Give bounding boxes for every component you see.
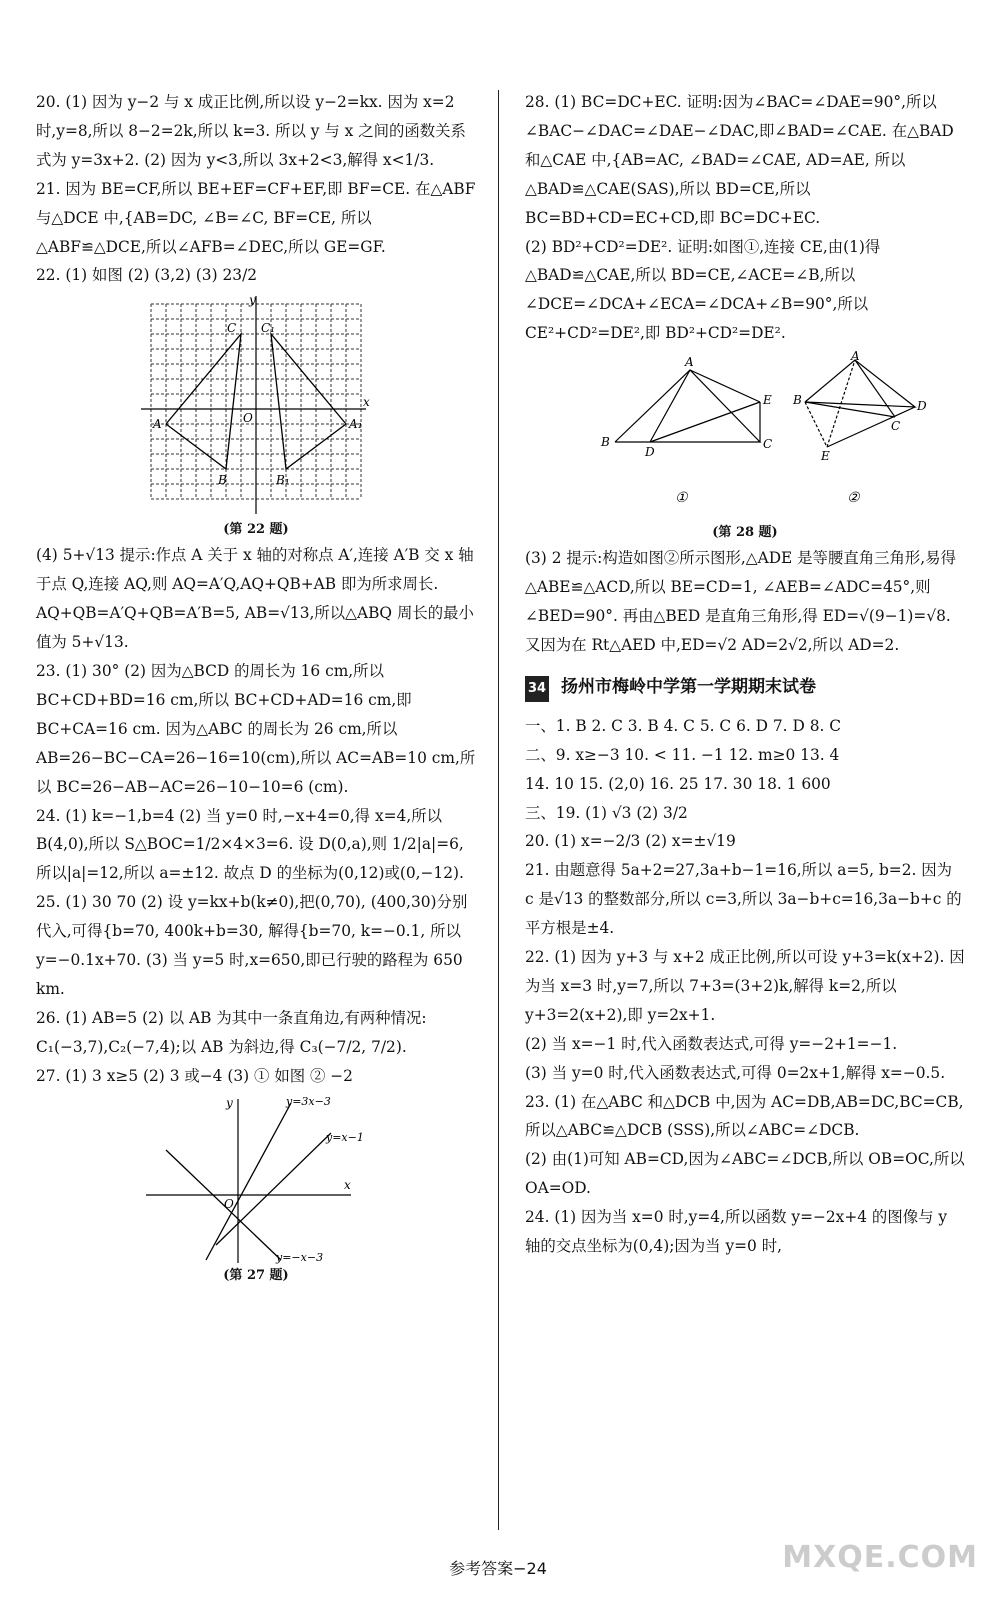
answer-22-part4: (4) 5+√13 提示:作点 A 关于 x 轴的对称点 A′,连接 A′B 交 x 轴于点 Q,连接 AQ,则 AQ=A′Q,AQ+QB+AB 即为所求周长. AQ+QB=A′Q+QB=A′B=5, AB=√13,所以△ABQ 周长的最小值为 5+√13.	[36, 546, 474, 652]
answer-22: 22. (1) 如图 (2) (3,2) (3) 23/2	[36, 266, 258, 285]
svg-text:B: B	[218, 473, 227, 488]
svg-text:x: x	[344, 1177, 351, 1192]
answer-23: 23. (1) 30° (2) 因为△BCD 的周长为 16 cm,所以 BC+CD+BD=16 cm,所以 BC+CD+AD=16 cm,即 BC+CA=16 cm. 因为△ABC 的周长为 26 cm,所以 AB=26−BC−CA=26−16=10(cm),所以 AC=AB=10 cm,所以 BC=26−AB−AC=26−10−10=6 (cm).	[36, 661, 476, 796]
svg-text:x: x	[363, 395, 370, 410]
svg-text:y=x−1: y=x−1	[326, 1130, 364, 1144]
svg-text:B: B	[601, 435, 610, 450]
answer-20b: 20. (1) x=−2/3 (2) x=±√19	[525, 832, 736, 851]
answer-21: 21. 因为 BE=CF,所以 BE+EF=CF+EF,即 BF=CE. 在△ABF 与△DCE 中,{AB=DC, ∠B=∠C, BF=CE, 所以△ABF≌△DCE,所以∠AFB=∠DEC,所以 GE=GF.	[36, 179, 476, 256]
answer-19: 三、19. (1) √3 (2) 3/2	[525, 803, 688, 822]
svg-text:C: C	[227, 321, 237, 336]
figure-28-triangles	[565, 349, 927, 522]
figure-22-caption: (第 22 题)	[223, 522, 289, 538]
svg-text:A: A	[851, 349, 860, 364]
watermark-logo: MXQE.COM	[782, 1540, 978, 1575]
svg-text:C: C	[891, 419, 901, 434]
answer-25: 25. (1) 30 70 (2) 设 y=kx+b(k≠0),把(0,70), (400,30)分别代入,可得{b=70, 400k+b=30, 解得{b=70, k=−0.1, 所以 y=−0.1x+70. (3) 当 y=5 时,x=650,即已行驶的路程为 650 km.	[36, 893, 468, 998]
answer-22b-part2: (2) 当 x=−1 时,代入函数表达式,可得 y=−2+1=−1.	[525, 1034, 898, 1053]
answer-27: 27. (1) 3 x≥5 (2) 3 或−4 (3) ① 如图 ② −2	[36, 1066, 353, 1085]
svg-text:②: ②	[847, 490, 860, 507]
answer-28-part2: (2) BD²+CD²=DE². 证明:如图①,连接 CE,由(1)得△BAD≌△CAE,所以 BD=CE,∠ACE=∠B,所以∠DCE=∠DCA+∠ECA=∠DCA+∠B=90°,所以 CE²+CD²=DE²,即 BD²+CD²=DE².	[525, 237, 881, 343]
fill-in-answers-2: 14. 10 15. (2,0) 16. 25 17. 30 18. 1 600	[525, 774, 831, 793]
svg-text:O: O	[243, 411, 253, 426]
section-title: 扬州市梅岭中学第一学期期末试卷	[561, 676, 817, 697]
answer-24b: 24. (1) 因为当 x=0 时,y=4,所以函数 y=−2x+4 的图像与 y 轴的交点坐标为(0,4);因为当 y=0 时,	[525, 1208, 948, 1256]
answer-22b-part3: (3) 当 y=0 时,代入函数表达式,可得 0=2x+1,解得 x=−0.5.	[525, 1063, 946, 1082]
answer-28: 28. (1) BC=DC+EC. 证明:因为∠BAC=∠DAE=90°,所以∠BAC−∠DAC=∠DAE−∠DAC,即∠BAD=∠CAE. 在△BAD 和△CAE 中,{AB=AC, ∠BAD=∠CAE, AD=AE, 所以△BAD≌△CAE(SAS),所以 BD=CE,所以 BC=BD+CD=EC+CD,即 BC=DC+EC.	[525, 93, 954, 227]
fill-in-answers: 二、9. x≥−3 10. < 11. −1 12. m≥0 13. 4	[525, 745, 840, 764]
section-heading	[525, 674, 965, 702]
svg-text:C₁: C₁	[261, 321, 275, 336]
answer-23b-part2: (2) 由(1)可知 AB=CD,因为∠ABC=∠DCB,所以 OB=OC,所以 OA=OD.	[525, 1150, 965, 1198]
answer-22b: 22. (1) 因为 y+3 与 x+2 成正比例,所以可设 y+3=k(x+2). 因为当 x=3 时,y=7,所以 7+3=(3+2)k,解得 k=2,所以 y+3=2(x+2),即 y=2x+1.	[525, 948, 965, 1024]
svg-text:O: O	[224, 1196, 234, 1211]
svg-text:E: E	[821, 449, 830, 464]
answer-28-part3: (3) 2 提示:构造如图②所示图形,△ADE 是等腰直角三角形,易得△ABE≌△ACD,所以 BE=CD=1, ∠AEB=∠ADC=45°,则∠BED=90°. 再由△BED 是直角三角形,得 ED=√(9−1)=√8. 又因为在 Rt△AED 中,ED=√2 AD=2√2,所以 AD=2.	[525, 549, 956, 654]
multiple-choice-answers: 一、1. B 2. C 3. B 4. C 5. C 6. D 7. D 8. C	[525, 716, 842, 735]
column-divider	[498, 90, 499, 1530]
svg-text:y: y	[249, 293, 256, 308]
svg-text:C: C	[763, 437, 773, 452]
page-footer: 参考答案−24	[449, 1559, 547, 1578]
svg-text:A₁: A₁	[349, 417, 363, 432]
section-number: 34	[525, 676, 549, 702]
figure-27-caption: (第 27 题)	[223, 1267, 289, 1283]
answer-23b: 23. (1) 在△ABC 和△DCB 中,因为 AC=DB,AB=DC,BC=CB,所以△ABC≌△DCB (SSS),所以∠ABC=∠DCB.	[525, 1092, 964, 1140]
svg-text:A: A	[685, 355, 694, 370]
svg-text:①: ①	[675, 490, 688, 507]
right-column	[525, 88, 965, 1261]
answer-24: 24. (1) k=−1,b=4 (2) 当 y=0 时,−x+4=0,得 x=4,所以 B(4,0),所以 S△BOC=1/2×4×3=6. 设 D(0,a),则 1/2|a|=6,所以|a|=12,所以 a=±12. 故点 D 的坐标为(0,12)或(0,−12).	[36, 806, 464, 883]
svg-text:D: D	[645, 445, 655, 460]
svg-text:y=3x−3: y=3x−3	[286, 1094, 331, 1108]
svg-text:B₁: B₁	[276, 473, 290, 488]
left-column	[36, 88, 476, 1287]
figure-28-caption: (第 28 题)	[712, 525, 778, 541]
svg-text:y: y	[226, 1095, 233, 1110]
svg-text:E: E	[763, 393, 772, 408]
answer-26: 26. (1) AB=5 (2) 以 AB 为其中一条直角边,有两种情况: C₁(−3,7),C₂(−7,4);以 AB 为斜边,得 C₃(−7/2, 7/2).	[36, 1008, 427, 1056]
svg-text:y=−x−3: y=−x−3	[276, 1250, 324, 1264]
svg-text:B: B	[793, 393, 802, 408]
svg-text:D: D	[917, 399, 927, 414]
figure-22-grid	[141, 294, 371, 519]
answer-20: 20. (1) 因为 y−2 与 x 成正比例,所以设 y−2=kx. 因为 x=2 时,y=8,所以 8−2=2k,所以 k=3. 所以 y 与 x 之间的函数关系式为 y=3x+2. (2) 因为 y<3,所以 3x+2<3,解得 x<1/3.	[36, 93, 466, 169]
svg-text:A: A	[153, 417, 162, 432]
figure-27-lines	[146, 1095, 366, 1265]
answer-21b: 21. 由题意得 5a+2=27,3a+b−1=16,所以 a=5, b=2. 因为 c 是√13 的整数部分,所以 c=3,所以 3a−b+c=16,3a−b+c 的平方根是±4.	[525, 861, 962, 938]
